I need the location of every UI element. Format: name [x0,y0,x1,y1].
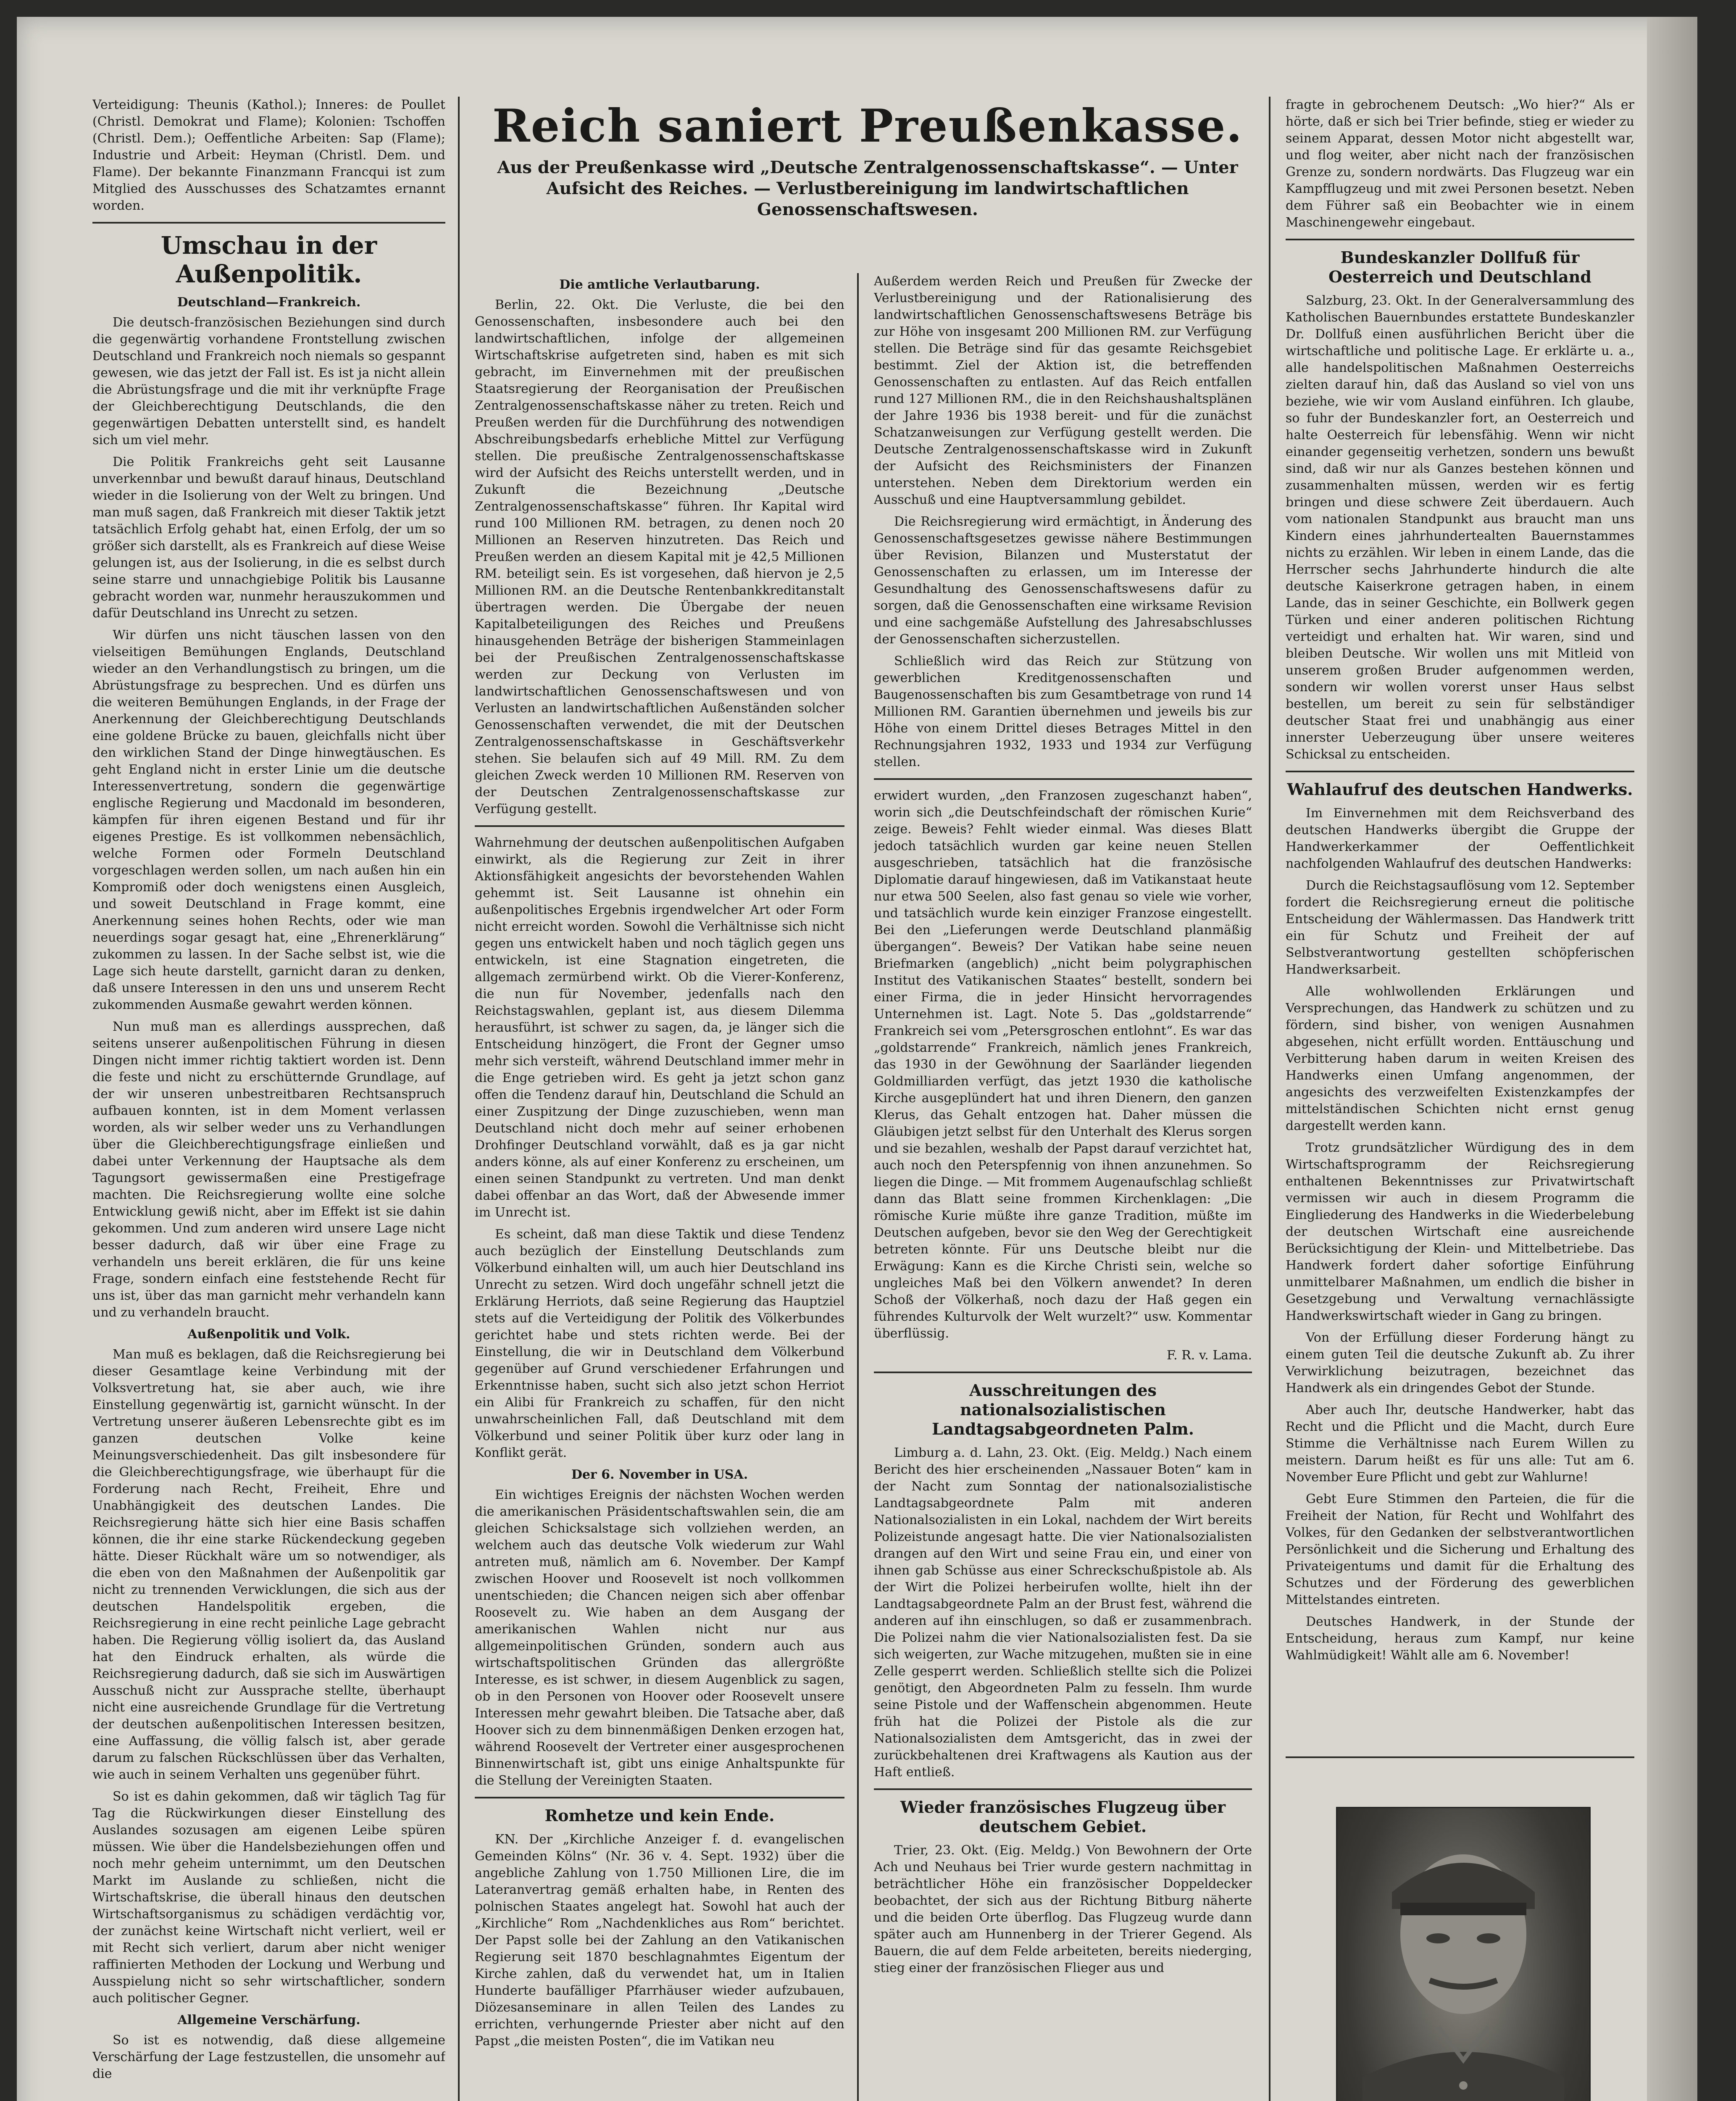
subhead-allgemeine-verschaerfung: Allgemeine Verschärfung. [177,2013,360,2027]
separator [1286,771,1634,772]
paragraph: Salzburg, 23. Okt. In der Generalversammlung des Katholischen Bauernbundes erstattete Bundeskanzler Dr. Dollfuß einen ausführlichen Bericht über die wirtschaftliche und politische Lage. Er erklärte u. a., alle handelspolitischen Maßnahmen Oesterreichs zielten darauf hin, daß das Ausland so viel von uns beziehe, wie wir vom Ausland einführen. Ich glaube, so fuhr der Bundeskanzler fort, an Oesterreich und halte Oesterreich für lebensfähig. Wenn wir nicht einander gegenseitig verhetzen, sondern uns bewußt sind, daß wir nur als Ganzes bestehen können und zusammenhalten müssen, werden wir es fertig bringen und diese schwere Zeit überdauern. Auch vom nationalen Standpunkt aus braucht man uns Kindern eines jahrhundertealten Bauernstammes nichts zu erzählen. Wir leben in einem Lande, das die Herrscher sechs Jahrhunderte hindurch die alte deutsche Kaiserkrone getragen haben, in einem Lande, das in seiner Geschichte, ein Bollwerk gegen Türken und einer anderen politischen Richtung verteidigt und erhalten hat. Wir waren, sind und bleiben Deutsche. Wir wollen uns mit Mitleid von unserem großen Bruder aufgenommen werden, sondern wir wollen vorerst unser Haus selbst bestellen, um bereit zu sein für selbständiger deutscher Staat frei und unabhängig aus einer innerster Ueberzeugung über unsere weiteres Schicksal zu entscheiden. [1286,293,1634,762]
separator [874,778,1252,780]
main-article-header [475,97,1260,229]
separator [874,1372,1252,1373]
signature: F. R. v. Lama. [1166,1348,1252,1363]
separator [874,1788,1252,1790]
paragraph: Man muß es beklagen, daß die Reichsregierung bei dieser Gesamtlage keine Verbindung mit der Volksvertretung hat, sie aber auch, wie ihre Einstellung gegenwärtig ist, garnicht wünscht. In der Vertretung unserer äußeren Lebensrechte gibt es im ganzen deutschen Volke keine Meinungsverschiedenheit. Das gilt insbesondere für die Gleichberechtigungsfrage, wie überhaupt für die Forderung nach Recht, Freiheit, Ehre und Unabhängigkeit des deutschen Landes. Die Reichsregierung hätte sich hier eine Basis schaffen können, die ihr eine starke Rückendeckung gegeben hätte. Dieser Rückhalt wäre um so notwendiger, als die eben von den Maßnahmen der Außenpolitik gar nicht zu trennenden Verwicklungen, die sich aus der deutschen Handelspolitik ergeben, die Reichsregierung in eine recht peinliche Lage gebracht haben. Die Regierung völlig isoliert da, das Ausland hat den Eindruck erhalten, als würde die Reichsregierung dadurch, daß sie sich im Auswärtigen Ausschuß nicht zur Aussprache stellte, überhaupt nicht eine ausreichende Grundlage für die Vertretung der deutschen außenpolitischen Interessen besitzen, eine Auffassung, die völlig falsch ist, aber gerade darum zu falschen Rückschlüssen über das Verhalten, wie auch in seinem Verhalten uns gegenüber führt. [92,1347,445,1782]
paragraph: Außerdem werden Reich und Preußen für Zwecke der Verlustbereinigung und der Rationalisierung des landwirtschaftlichen Genossenschaftswesens Beträge bis zur Höhe von insgesamt 200 Millionen RM. zur Verfügung stellen. Die Beträge sind für das gesamte Reichsgebiet bestimmt. Ziel der Aktion ist, die betreffenden Genossenschaften zu entlasten. Auf das Reich entfallen rund 127 Millionen RM., die in den Reichshaushaltsplänen der Jahre 1936 bis 1938 bereit- und für die zunächst Schatzanweisungen zur Verfügung gestellt werden. Die Deutsche Zentralgenossenschaftskasse wird in Zukunft der Aufsicht des Reichsministers der Finanzen unterstehen. Neben dem Direktorium werden ein Ausschuß und eine Hauptversammlung gebildet. [874,274,1252,507]
main-headline: Reich saniert Preußenkasse. [492,100,1243,153]
photo-top-rule [1286,1756,1634,1758]
paragraph: Wir dürfen uns nicht täuschen lassen von den vielseitigen Bemühungen Englands, Deutschland wieder an den Verhandlungstisch zu bringen, um die Abrüstungsfrage zu besprechen. Und es dürfen uns die weiteren Bemühungen Englands, in der Frage der Anerkennung der Gleichberechtigung Deutschlands eine goldene Brücke zu bauen, gleichfalls nicht über den wirklichen Stand der Dinge hinwegtäuschen. Es geht England nicht in erster Linie um die deutsche Interessenvertretung, sondern die gegenwärtige englische Regierung und Macdonald im besonderen, kämpfen für ihren eigenen Bestand und für ihr eigenes Prestige. Es ist vollkommen nebensächlich, welche Formen oder Formeln Deutschland vorgeschlagen werden sollen, um nach außen hin ein Kompromiß oder doch wenigstens einen Ausgleich, und soweit Deutschland in Frage kommt, eine Anerkennung seines hohen Rechts, oder wie man neuerdings sogar gesagt hat, eine „Ehrenerklärung“ zukommen zu lassen. In der Sache selbst ist, wie die Lage sich heute darstellt, garnicht daran zu denken, daß unsere Interessen in den uns und unserem Recht zukommenden Ausmaße gewahrt werden können. [92,628,445,1012]
paragraph: Nun muß man es allerdings aussprechen, daß seitens unserer außenpolitischen Führung in diesen Dingen nicht immer richtig taktiert worden ist. Denn die feste und nicht zu erschütternde Grundlage, auf der wir unseren unbestreitbaren Rechtsanspruch aufbauen konnten, ist in dem Moment verlassen worden, als wir selber weder uns zu Verhandlungen über die Gleichberechtigungsfrage einließen und dabei unter Verkennung der Hauptsache als dem Tagungsort gewissermaßen eine Prestigefrage machten. Die Reichsregierung wollte eine solche Entwicklung gewiß nicht, aber im Effekt ist sie dahin gekommen. Und zum anderen wird unsere Lage nicht besser dadurch, daß wir über eine Frage zu verhandeln uns bereit erklären, die für uns keine Frage, sondern einfach eine feststehende Recht für uns ist, über das man garnicht mehr verhandeln kann und zu verhandeln braucht. [92,1019,445,1320]
subhead-6-november: Der 6. November in USA. [571,1467,748,1482]
paragraph: Ein wichtiges Ereignis der nächsten Wochen werden die amerikanischen Präsidentschaftswahlen sein, die am gleichen Schicksalstage sich vollziehen werden, an welchem auch das deutsche Volk wiederum zur Wahl antreten muß, nämlich am 6. November. Der Kampf zwischen Hoover und Roosevelt ist noch vollkommen unentschieden; die Chancen neigen sich aber offenbar Roosevelt zu. Wie haben an dem Ausgang der amerikanischen Wahlen nicht nur aus allgemeinpolitischen Gründen, sondern auch aus wirtschaftspolitischen Gründen das allergrößte Interesse, es ist schwer, in diesem Augenblick zu sagen, ob in den Personen von Hoover oder Roosevelt unsere Interessen mehr gewahrt bleiben. Die Tatsache aber, daß Hoover sich zu dem binnenmäßigen Denken erzogen hat, während Roosevelt der Vertreter einer ausgesprochenen Binnenwirtschaft ist, gibt uns einige Anhaltspunkte für die Stellung der Vereinigten Staaten. [475,1488,844,1788]
paragraph: Alle wohlwollenden Erklärungen und Versprechungen, das Handwerk zu schützen und zu fördern, sind bisher, von wenigen Ausnahmen abgesehen, nicht erfüllt worden. Enttäuschung und Verbitterung haben darum in weiten Kreisen des Handwerks einen Umfang angenommen, der angesichts des verzweifelten Existenzkampfes der mittelständischen Schichten nicht ernst genug dargestellt werden kann. [1286,984,1634,1133]
paragraph: Durch die Reichstagsauflösung vom 12. September fordert die Reichsregierung erneut die politische Entscheidung der Wählermassen. Das Handwerk tritt ein für Schutz und Freiheit der auf Selbstverantwortung gestellten schöpferischen Handwerksarbeit. [1286,878,1634,977]
column-rule [857,273,859,2101]
paragraph: Aber auch Ihr, deutsche Handwerker, habt das Recht und die Pflicht und die Macht, durch Eure Stimme die Verhältnisse nach Eurem Willen zu meistern. Darum heißt es für uns alle: Tut am 6. November Eure Pflicht und gebt zur Wahlurne! [1286,1403,1634,1485]
column-4 [1286,97,1634,1735]
cabinet-list: Verteidigung: Theunis (Kathol.); Inneres: de Poullet (Christl. Demokrat und Flame); Kolonien: Tschoffen (Christl. Dem.); Oeffentliche Arbeiten: Sap (Flame); Industrie und Arbeit: Heyman (Christl. Dem. und Flame). Der bekannte Finanzmann Francqui ist zum Mitglied des Ausschusses des Schatzamtes ernannt worden. [92,97,445,213]
paragraph: Von der Erfüllung dieser Forderung hängt zu einem guten Teil die deutsche Zukunft ab. Zu ihrer Verwirklichung beizutragen, bezeichnet das Handwerk als ein dringendes Gebot der Stunde. [1286,1330,1634,1395]
paragraph: So ist es notwendig, daß diese allgemeine Verschärfung der Lage festzustellen, die unsomehr auf die [92,2033,445,2081]
headline-flugzeug: Wieder französisches Flugzeug über deutschem Gebiet. [900,1798,1226,1836]
headline-romhetze: Romhetze und kein Ende. [544,1806,775,1825]
column-rule [458,97,460,2101]
paragraph: Die Reichsregierung wird ermächtigt, in Änderung des Genossenschaftsgesetzes gewisse nähere Bestimmungen über Revision, Bilanzen und Musterstatut der Genossenschaften zu erlassen, um im Interesse der Gesundhaltung des Genossenschaftswesens dafür zu sorgen, daß die Genossenschaften eine wirksame Revision und eine sachgemäße Aufstellung des Jahresabschlusses der Genossenschaften sicherzustellen. [874,514,1252,647]
separator [475,825,844,827]
paragraph: Berlin, 22. Okt. Die Verluste, die bei den Genossenschaften, insbesondere auch bei den landwirtschaftlichen, infolge der allgemeinen Wirtschaftskrise aufgetreten sind, haben es mit sich gebracht, im Einvernehmen mit der preußischen Staatsregierung der Reorganisation der Preußischen Zentralgenossenschaftskasse näher zu treten. Reich und Preußen werden für die Durchführung des notwendigen Abschreibungsbedarfs erhebliche Mittel zur Verfügung stellen. Die preußische Zentralgenossenschaftskasse wird der Aufsicht des Reichs unterstellt werden, und in Zukunft die Bezeichnung „Deutsche Zentralgenossenschaftskasse“ führen. Ihr Kapital wird rund 100 Millionen RM. betragen, zu denen noch 20 Millionen an Reserven hinzutreten. Das Reich und Preußen werden an diesem Kapital mit je 42,5 Millionen RM. beteiligt sein. Es ist vorgesehen, daß hiervon je 2,5 Millionen RM. an die Deutsche Rentenbankkreditanstalt übertragen werden. Die Übergabe der neuen Kapitalbeteiligungen des Reiches und Preußens hinausgehenden Beträge der bisherigen Stammeinlagen bei der Preußischen Zentralgenossenschaftskasse werden zur Deckung von Verlusten im landwirtschaftlichen Genossenschaftswesen und von Verlusten an landwirtschaftlichen Außenständen solcher Genossenschaften verwendet, die mit der Deutschen Zentralgenossenschaftskasse in Geschäftsverkehr stehen. Sie belaufen sich auf 49 Mill. RM. Zu dem gleichen Zweck werden 10 Millionen RM. Reserven von der Deutschen Zentralgenossenschaftskasse zur Verfügung gestellt. [475,298,844,816]
paragraph: So ist es dahin gekommen, daß wir täglich Tag für Tag die Rückwirkungen dieser Einstellung des Auslandes sozusagen am eigenen Leibe spüren müssen. Wie über die Handelsbeziehungen offen und noch mehr geheim unternimmt, um den Deutschen Markt im Auslande zu schließen, nicht die Wirtschaftskrise, die überall hinaus den deutschen Wirtschaftsorganismus zu schädigen verdächtig vor, der zunächst keine Wirtschaft nicht verliert, weil er mit Recht sich verliert, darum aber nicht weniger raffinierten Methoden der Lockung und Werbung und Ausspielung nicht so sehr wirtschaftlicher, sondern auch politischer Gegner. [92,1789,445,2006]
newspaper-page [17,17,1697,2101]
paragraph: Im Einvernehmen mit dem Reichsverband des deutschen Handwerks übergibt die Gruppe der Handwerkerkammer der Oeffentlichkeit nachfolgenden Wahlaufruf des deutschen Handwerks: [1286,806,1634,871]
column-rule [1269,97,1270,2101]
paragraph: Es scheint, daß man diese Taktik und diese Tendenz auch bezüglich der Einstellung Deutschlands zum Völkerbund einhalten will, um auch hier Deutschland ins Unrecht zu setzen. Wird doch ungefähr schnell jetzt die Erklärung Herriots, daß seine Regierung das Hauptziel stets auf die Verteidigung der Politik des Völkerbundes gerichtet habe und stets richten werde. Bei der Einstellung, die wir in Deutschland dem Völkerbund gegenüber auf Grund verschiedener Erfahrungen und Erkenntnisse haben, sucht sich also jetzt schon Herriot ein Alibi für Frankreich zu schaffen, für den nicht unwahrscheinlichen Fall, daß Deutschland mit dem Völkerbund und seiner Politik über kurz oder lang in Konflikt gerät. [475,1227,844,1460]
paragraph: Trotz grundsätzlicher Würdigung des in dem Wirtschaftsprogramm der Reichsregierung enthaltenen Bekenntnisses zur Privatwirtschaft vermissen wir auch in diesem Programm die Eingliederung des Handwerks in die Wiederbelebung der deutschen Wirtschaft eine ausreichende Berücksichtigung der Klein- und Mittelbetriebe. Das Handwerk fordert daher sofortige Einführung unmittelbarer Maßnahmen, um endlich die bisher in Gesetzgebung und Verwaltung vernachlässigte Handwerkswirtschaft wieder in Gang zu bringen. [1286,1140,1634,1323]
paragraph: Wahrnehmung der deutschen außenpolitischen Aufgaben einwirkt, als die Regierung zur Zeit in ihrer Aktionsfähigkeit angesichts der bevorstehenden Wahlen gehemmt ist. Seit Lausanne ist ohnehin ein außenpolitisches Ergebnis irgendwelcher Art oder Form nicht erreicht worden. Sowohl die Verhältnisse sich nicht gegen uns entwickelt haben und noch täglich gegen uns entwickeln, ist eine Stagnation eingetreten, die allgemach zermürbend wirkt. Ob die Vierer-Konferenz, die nun für November, jedenfalls nach den Reichstagswahlen, geplant ist, aus diesem Dilemma herausführt, ist schwer zu sagen, da, je länger sich die Entscheidung hinzögert, die Front der Gegner umso mehr sich versteift, während Deutschland immer mehr in die Enge getrieben wird. Es geht ja jetzt schon ganz offen die Tendenz darauf hin, Deutschland die Schuld an einer Zuspitzung der Dinge zuzuschieben, wenn man Deutschland nicht doch mehr auf seiner erhobenen Drohfinger Deutschland vorwählt, daß es ja gar nicht anders könne, als auf einer Konferenz zu erscheinen, um einen seinen Standpunkt zu vertreten. Und man denkt dabei offenbar an das Wort, daß der Abwesende immer im Unrecht ist. [475,835,844,1220]
separator [1286,239,1634,240]
paragraph: erwidert wurden, „den Franzosen zugeschanzt haben“, worin sich „die Deutschfeindschaft der römischen Kurie“ zeige. Beweis? Fehlt wieder einmal. Was dieses Blatt jedoch tatsächlich wurden gar keine neuen Stellen ausgeschrieben, tatsächlich hat die französische Diplomatie darauf hingewiesen, daß im Vatikanstaat heute nur etwa 500 Seelen, also fast genau so viele wie vorher, und tatsächlich wurde kein einziger Franzose eingestellt. Bei den „Lieferungen werde Deutschland planmäßig übergangen“. Beweis? Der Vatikan habe seine neuen Briefmarken (angeblich) „nicht beim polygraphischen Institut des Vatikanischen Staates“ bestellt, sondern bei einer Firma, die in jeder Hinsicht hervorragendes Unternehmen ist. Lagt. Note 5. Das „goldstarrende“ Frankreich sei vom „Petersgroschen entlohnt“. Es war das „goldstarrende“ Frankreich, nämlich jenes Frankreich, das 1930 in der Gewöhnung der Saarländer liegenden Goldmilliarden verfügt, das jetzt 1930 die katholische Kirche ausgeplündert hat und ihren Dienern, den ganzen Klerus, das Gehalt entzogen hat. Daher müssen die Gläubigen jetzt selbst für den Unterhalt des Klerus sorgen und sie bezahlen, weshalb der Papst darauf verzichtet hat, auch noch den Peterspfennig von ihnen anzunehmen. So liegen die Dinge. — Mit frommem Augenaufschlag schließt dann das Blatt seine frommen Kirchenklagen: „Die römische Kurie müßte ihre ganze Tradition, müßte im Deutschen aufgeben, bevor sie den Weg der Gerechtigkeit betreten könnte. Für uns Deutsche bleibt nur die Erwägung: Kann es die Kirche Christi sein, welche so ungleiches Maß bei den Völkern anwendet? In deren Schoß der Völkerhaß, noch dazu der Haß gegen ein führendes Kulturvolk der Welt wurzelt?“ usw. Kommentar überflüssig. [874,788,1252,1341]
subhead-aussenpolitik-volk: Außenpolitik und Volk. [187,1327,350,1342]
column-1 [92,97,445,2101]
portrait-photo [1336,1807,1591,2101]
paragraph: Schließlich wird das Reich zur Stützung von gewerblichen Kreditgenossenschaften und Baugenossenschaften bis zum Gesamtbetrage von rund 14 Millionen RM. Garantien übernehmen und jeweils bis zur Höhe von einem Drittel dieses Betrages Mittel in den Rechnungsjahren 1932, 1933 und 1934 zur Verfügung stellen. [874,654,1252,769]
paragraph: Limburg a. d. Lahn, 23. Okt. (Eig. Meldg.) Nach einem Bericht des hier erscheinenden „Nassauer Boten“ kam in der Nacht zum Sonntag der nationalsozialistische Landtagsabgeordnete Palm mit anderen Nationalsozialisten in ein Lokal, nachdem der Wirt bereits Polizeistunde angesagt hatte. Die vier Nationalsozialisten drangen auf den Wirt und seine Frau ein, und einer von ihnen gab Schüsse aus einer Schreckschußpistole ab. Als der Wirt die Polizei herbeirufen wollte, hielt ihn der Landtagsabgeordnete Palm an der Brust fest, während die anderen auf ihn einschlugen, so daß er zusammenbrach. Die Polizei nahm die vier Nationalsozialisten fest. Da sie sich weigerten, zur Wache mitzugehen, mußten sie in eine Zelle gesperrt werden. Schließlich stellte sich die Polizei genötigt, den Abgeordneten Palm zu fesseln. Ihm wurde seine Pistole und der Waffenschein abgenommen. Heute früh hat die Polizei der Pistole als die zur Nationalsozialisten dem Amtsgericht, das in zwei der zurückbehaltenen drei Kraftwagens als Kaution aus der Haft entließ. [874,1445,1252,1780]
column-3 [874,273,1252,2101]
paragraph: Gebt Eure Stimmen den Parteien, die für die Freiheit der Nation, für Recht und Wohlfahrt des Volkes, für den Gedanken der selbstverantwortlichen Persönlichkeit und die Sicherung und Erhaltung des Privateigentums und damit für die Erhaltung des Schutzes und der Förderung des gewerblichen Mittelstandes eintreten. [1286,1492,1634,1607]
subhead-deutschland-frankreich: Deutschland—Frankreich. [177,295,361,310]
headline-dollfuss: Bundeskanzler Dollfuß für Oesterreich und Deutschland [1328,248,1591,286]
paragraph: Die Politik Frankreichs geht seit Lausanne unverkennbar und bewußt darauf hinaus, Deutschland wieder in die Isolierung von der Welt zu bringen. Und man muß sagen, daß Frankreich mit dieser Taktik jetzt tatsächlich Erfolg gehabt hat, einen Erfolg, der um so größer sich darstellt, als es Frankreich auf diese Weise gelungen ist, aus der Isolierung, in die es selbst durch seine starre und unnachgiebige Politik bis Lausanne gebracht worden war, nunmehr herauszukommen und dafür Deutschland ins Unrecht zu setzen. [92,455,445,621]
main-deck: Aus der Preußenkasse wird „Deutsche Zentralgenossenschaftskasse“. — Unter Aufsicht des Reiches. — Verlustbereinigung im landwirtschaftlichen Genossenschaftswesen. [497,158,1238,219]
headline-ausschreitungen: Ausschreitungen des nationalsozialistischen Landtagsabgeordneten Palm. [932,1381,1194,1438]
paragraph: Deutsches Handwerk, in der Stunde der Entscheidung, heraus zum Kampf, nur keine Wahlmüdigkeit! Wählt alle am 6. November! [1286,1614,1634,1663]
page-edge [1647,17,1697,2101]
column-2 [475,273,844,2101]
headline-wahlaufruf: Wahlaufruf des deutschen Handwerks. [1287,780,1633,799]
separator [475,1797,844,1798]
paragraph: KN. Der „Kirchliche Anzeiger f. d. evangelischen Gemeinden Kölns“ (Nr. 36 v. 4. Sept. 1932) über die angebliche Zahlung von 1.750 Millionen Lire, die im Lateranvertrag gemäß erhalten habe, in Renten des polnischen Staates angelegt hat. Sowohl hat auch der „Kirchliche“ Rom „Nachdenkliches aus Rom“ berichtet. Der Papst solle bei der Zahlung an den Vatikanischen Regierung seit 1870 beschlagnahmtes Eigentum der Kirche zahlen, daß du verwendet hat, um in Italien Hunderte baufälliger Pfarrhäuser wieder aufzubauen, Diözesanseminare in allen Teilen des Landes zu errichten, verhungernde Priester aber nicht auf den Papst „die meisten Posten“, die im Vatikan neu [475,1832,844,2048]
paragraph: Trier, 23. Okt. (Eig. Meldg.) Von Bewohnern der Orte Ach und Neuhaus bei Trier wurde gestern nachmittag in beträchtlicher Höhe ein französischer Doppeldecker beobachtet, der sich aus der Richtung Bitburg näherte und die beiden Orte überflog. Das Flugzeug wurde dann später auch am Hunnenberg in der Trierer Gegend. Als Bauern, die auf dem Felde arbeiteten, bereits niederging, stieg einer der französischen Flieger aus und [874,1843,1252,1975]
paragraph: fragte in gebrochenem Deutsch: „Wo hier?“ Als er hörte, daß er sich bei Trier befinde, stieg er wieder zu seinem Apparat, dessen Motor nicht abgestellt war, und flog weiter, aber nicht nach der französischen Grenze zu, sondern nordwärts. Das Flugzeug war ein Kampfflugzeug und mit zwei Personen besetzt. Neben dem Führer saß ein Beobachter wie in einem Maschinengewehr eingebaut. [1286,97,1634,230]
headline-umschau: Umschau in der Außenpolitik. [160,231,377,288]
portrait-illustration [1337,1808,1589,2101]
subhead-amtliche-verlautbarung: Die amtliche Verlautbarung. [559,277,760,292]
paragraph: Die deutsch-französischen Beziehungen sind durch die gegenwärtig vorhandene Frontstellung zwischen Deutschland und Frankreich noch niemals so gespannt gewesen, wie das jetzt der Fall ist. Es ist ja nicht allein die Abrüstungsfrage und die mit ihr verknüpfte Frage der Gleichberechtigung Deutschlands, die den gegenwärtigen Debatten unterstellt sind, es handelt sich um viel mehr. [92,315,445,448]
separator [92,222,445,224]
